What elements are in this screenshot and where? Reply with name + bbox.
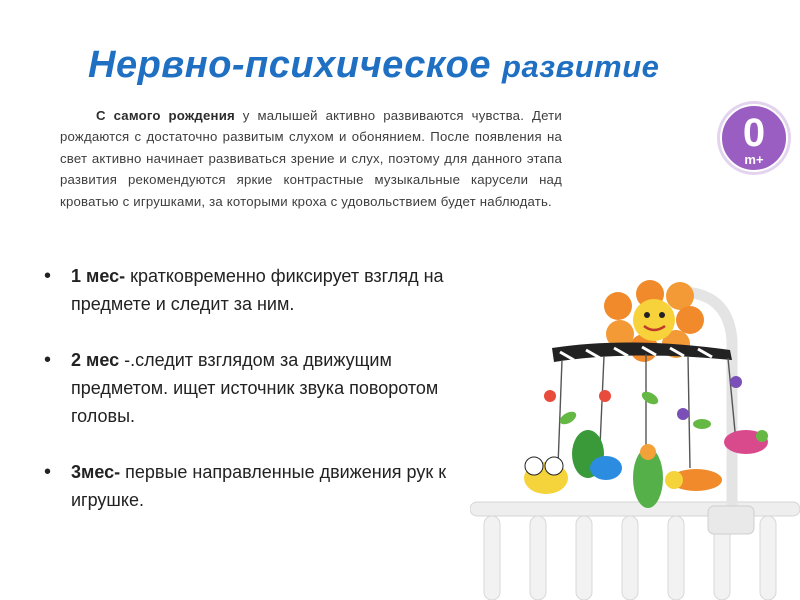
milestone-text: -.следит взглядом за движущим предметом. ищет источник звука поворотом головы.: [71, 350, 439, 426]
milestone-text: кратковременно фиксирует взгляд на предмете и следит за ним.: [71, 266, 444, 314]
milestone-item: [44, 458, 484, 514]
crib-mobile-illustration: [470, 270, 800, 600]
milestone-label: 2 мес: [71, 350, 120, 370]
milestone-text: первые направленные движения рук к игрушке.: [71, 462, 447, 510]
slide-title: [88, 44, 659, 87]
milestone-item: [44, 346, 484, 430]
intro-bold: С самого рождения: [96, 108, 235, 123]
intro-paragraph: [60, 105, 562, 212]
title-main: Нервно-психическое: [88, 44, 491, 86]
title-small: развитие: [502, 49, 660, 84]
milestone-label: 3мес-: [71, 462, 121, 482]
intro-text: у малышей активно развиваются чувства. Дети рождаются с достаточно развитым слухом и обонянием. После появления на свет активно начинает развиваться зрение и слух, поэтому для данного этапа развития рекомендуются яркие контрастные музыкальные карусели над кроватью с игрушками, за которыми кроха с удовольствием будет наблюдать.: [60, 108, 562, 209]
age-badge-icon: [716, 100, 792, 176]
badge-number: 0: [742, 111, 766, 155]
badge-suffix: m+: [744, 152, 764, 167]
milestone-item: [44, 262, 484, 318]
milestone-label: 1 мес-: [71, 266, 126, 286]
milestone-list: [44, 262, 484, 542]
